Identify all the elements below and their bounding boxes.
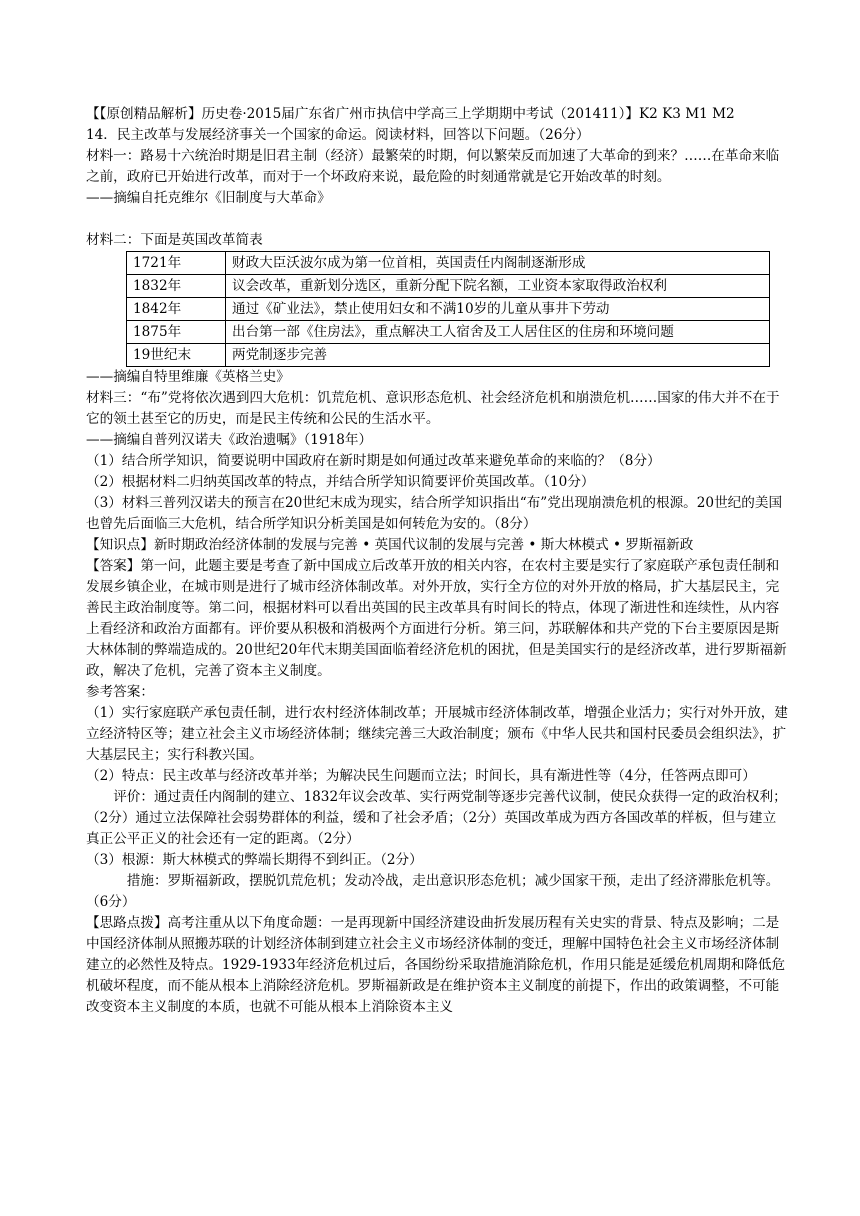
sub-question-3: （3）材料三普列汉诺夫的预言在20世纪末成为现实，结合所学知识指出“布”党出现崩溃危机的根源。20世纪的美国也曾先后面临三大危机，结合所学知识分析美国是如何转危为安的。（8分） [86, 495, 783, 532]
knowledge-points: 【知识点】新时期政治经济体制的发展与完善 • 英国代议制的发展与完善 • 斯大林模式 • 罗斯福新政 [86, 537, 694, 553]
table-cell-event: 出台第一部《住房法》，重点解决工人宿舍及工人居住区的住房和环境问题 [226, 321, 770, 344]
reference-answer-2: （2）特点：民主改革与经济改革并举；为解决民生问题而立法；时间长，具有渐进性等（4分，任答两点即可） [86, 768, 756, 784]
sub-question-1: （1）结合所学知识，简要说明中国政府在新时期是如何通过改革来避免革命的来临的？（8分） [86, 453, 661, 469]
reform-table [126, 251, 770, 367]
reference-answer-3-measures: 措施：罗斯福新政，摆脱饥荒危机；发动冷战，走出意识形态危机；减少国家干预，走出了经济滞胀危机等。（6分） [86, 873, 780, 910]
answer-analysis: 【答案】第一问，此题主要是考查了新中国成立后改革开放的相关内容，在农村主要是实行了家庭联产承包责任制和发展乡镇企业，在城市则是进行了城市经济体制改革。对外开放，实行全方位的对外开放的格局，扩大基层民主，完善民主政治制度等。第二问，根据材料可以看出英国的民主改革具有时间长的特点，体现了渐进性和连续性，从内容上看经济和政治方面都有。评价要从积极和消极两个方面进行分析。第三问，苏联解体和共产党的下台主要原因是斯大林体制的弊端造成的。20世纪20年代末期美国面临着经济危机的困扰，但是美国实行的是经济改革，进行罗斯福新政，解决了危机，完善了资本主义制度。 [86, 558, 787, 679]
material-two-source: ——摘编自特里维廉《英格兰史》 [86, 369, 290, 385]
table-row [127, 321, 770, 344]
table-cell-year: 1721年 [127, 252, 226, 275]
reference-answer-1: （1）实行家庭联产承包责任制，进行农村经济体制改革；开展城市经济体制改革，增强企业活力；实行对外开放，建立经济特区等；建立社会主义市场经济体制；继续完善三大政治制度；颁布《中华人民共和国村民委员会组织法》，扩大基层民主；实行科教兴国。 [86, 705, 788, 763]
material-one-text: 材料一：路易十六统治时期是旧君主制（经济）最繁荣的时期，何以繁荣反而加速了大革命的到来？……在革命来临之前，政府已开始进行改革，而对于一个坏政府来说，最危险的时刻通常就是它开始改革的时刻。 [86, 148, 780, 185]
table-row [127, 344, 770, 367]
sub-question-2: （2）根据材料二归纳英国改革的特点，并结合所学知识简要评价英国改革。（10分） [86, 474, 595, 490]
question-title: 14．民主改革与发展经济事关一个国家的命运。阅读材料，回答以下问题。（26分） [86, 127, 590, 143]
table-cell-year: 19世纪末 [127, 344, 226, 367]
table-cell-event: 财政大臣沃波尔成为第一位首相，英国责任内阁制逐渐形成 [226, 252, 770, 275]
thinking-tips: 【思路点拨】高考注重从以下角度命题：一是再现新中国经济建设曲折发展历程有关史实的背景、特点及影响；二是中国经济体制从照搬苏联的计划经济体制到建立社会主义市场经济体制的变迁，理解中国特色社会主义市场经济体制建立的必然性及特点。1929-1933年经济危机过后，各国纷纷采取措施消除危机，作用只能是延缓危机周期和降低危机破坏程度，而不能从根本上消除经济危机。罗斯福新政是在维护资本主义制度的前提下，作出的政策调整，不可能改变资本主义制度的本质，也就不可能从根本上消除资本主义 [86, 915, 786, 1015]
reference-answer-label: 参考答案： [86, 684, 154, 700]
reference-answer-3: （3）根源：斯大林模式的弊端长期得不到纠正。（2分） [86, 852, 423, 868]
document-header: 【【原创精品解析】历史卷·2015届广东省广州市执信中学高三上学期期中考试（201411）】K2 K3 M1 M2 [86, 106, 735, 122]
material-one-source: ——摘编自托克维尔《旧制度与大革命》 [86, 190, 331, 206]
table-row [127, 298, 770, 321]
document-page [86, 104, 788, 1018]
table-cell-event: 两党制逐步完善 [226, 344, 770, 367]
table-cell-year: 1832年 [127, 275, 226, 298]
table-cell-event: 议会改革，重新划分选区，重新分配下院名额，工业资本家取得政治权利 [226, 275, 770, 298]
table-cell-year: 1875年 [127, 321, 226, 344]
table-cell-event: 通过《矿业法》，禁止使用妇女和不满10岁的儿童从事井下劳动 [226, 298, 770, 321]
table-cell-year: 1842年 [127, 298, 226, 321]
reference-answer-2-evaluation: 评价：通过责任内阁制的建立、1832年议会改革、实行两党制等逐步完善代议制，使民众获得一定的政治权利；（2分）通过立法保障社会弱势群体的利益，缓和了社会矛盾；（2分）英国改革成为西方各国改革的样板，但与建立真正公平正义的社会还有一定的距离。（2分） [86, 789, 787, 847]
material-two-intro: 材料二：下面是英国改革简表 [86, 232, 263, 248]
table-row [127, 252, 770, 275]
material-three-text: 材料三：“布”党将依次遇到四大危机：饥荒危机、意识形态危机、社会经济危机和崩溃危机……国家的伟大并不在于它的领土甚至它的历史，而是民主传统和公民的生活水平。 [86, 390, 780, 427]
spacer [86, 209, 788, 230]
material-three-source: ——摘编自普列汉诺夫《政治遗嘱》（1918年） [86, 432, 373, 448]
table-row [127, 275, 770, 298]
